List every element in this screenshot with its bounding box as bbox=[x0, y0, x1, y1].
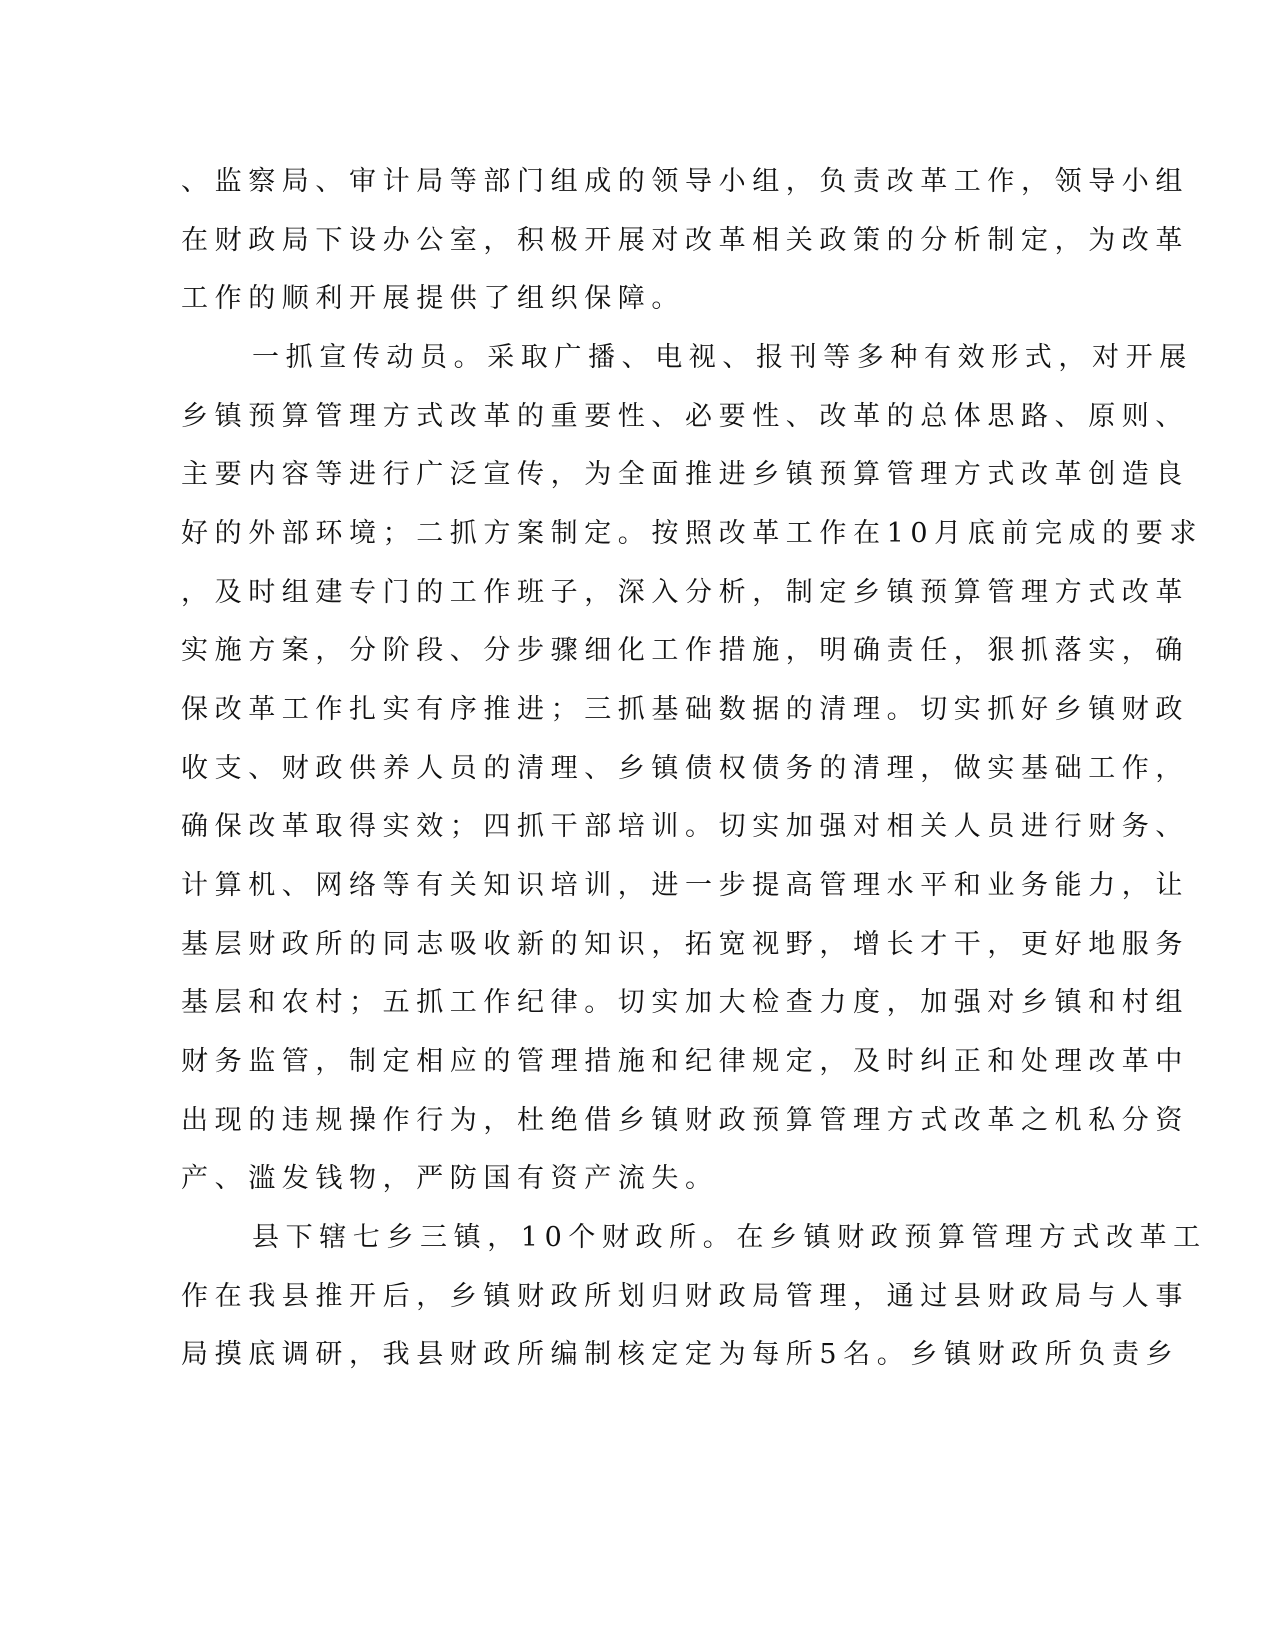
text-line: ，及时组建专门的工作班子，深入分析，制定乡镇预算管理方式改革 bbox=[181, 577, 1189, 608]
text-line: 财务监管，制定相应的管理措施和纪律规定，及时纠正和处理改革中 bbox=[181, 1046, 1189, 1077]
text-line: 乡镇预算管理方式改革的重要性、必要性、改革的总体思路、原则、 bbox=[181, 401, 1189, 432]
text-line: 出现的违规操作行为，杜绝借乡镇财政预算管理方式改革之机私分资 bbox=[181, 1105, 1189, 1136]
text-line: 基层和农村；五抓工作纪律。切实加大检查力度，加强对乡镇和村组 bbox=[181, 987, 1189, 1018]
text-line: 、监察局、审计局等部门组成的领导小组，负责改革工作，领导小组 bbox=[181, 166, 1189, 197]
text-line: 保改革工作扎实有序推进；三抓基础数据的清理。切实抓好乡镇财政 bbox=[181, 694, 1189, 725]
text-line: 在财政局下设办公室，积极开展对改革相关政策的分析制定，为改革 bbox=[181, 225, 1189, 256]
text-line: 确保改革取得实效；四抓干部培训。切实加强对相关人员进行财务、 bbox=[181, 811, 1189, 842]
text-line: 产、滥发钱物，严防国有资产流失。 bbox=[181, 1163, 719, 1194]
text-line: 计算机、网络等有关知识培训，进一步提高管理水平和业务能力，让 bbox=[181, 870, 1189, 901]
text-line: 工作的顺利开展提供了组织保障。 bbox=[181, 283, 685, 314]
paragraph-first-line: 一抓宣传动员。采取广播、电视、报刊等多种有效形式，对开展 bbox=[252, 342, 1193, 373]
text-line: 好的外部环境；二抓方案制定。按照改革工作在10月底前完成的要求 bbox=[181, 518, 1203, 549]
text-line: 主要内容等进行广泛宣传，为全面推进乡镇预算管理方式改革创造良 bbox=[181, 459, 1189, 490]
paragraph-first-line: 县下辖七乡三镇，10个财政所。在乡镇财政预算管理方式改革工 bbox=[252, 1222, 1207, 1253]
text-line: 局摸底调研，我县财政所编制核定定为每所5名。乡镇财政所负责乡 bbox=[181, 1339, 1180, 1370]
text-line: 作在我县推开后，乡镇财政所划归财政局管理，通过县财政局与人事 bbox=[181, 1281, 1189, 1312]
text-line: 基层财政所的同志吸收新的知识，拓宽视野，增长才干，更好地服务 bbox=[181, 929, 1189, 960]
text-line: 实施方案，分阶段、分步骤细化工作措施，明确责任，狠抓落实，确 bbox=[181, 635, 1189, 666]
text-line: 收支、财政供养人员的清理、乡镇债权债务的清理，做实基础工作， bbox=[181, 753, 1189, 784]
